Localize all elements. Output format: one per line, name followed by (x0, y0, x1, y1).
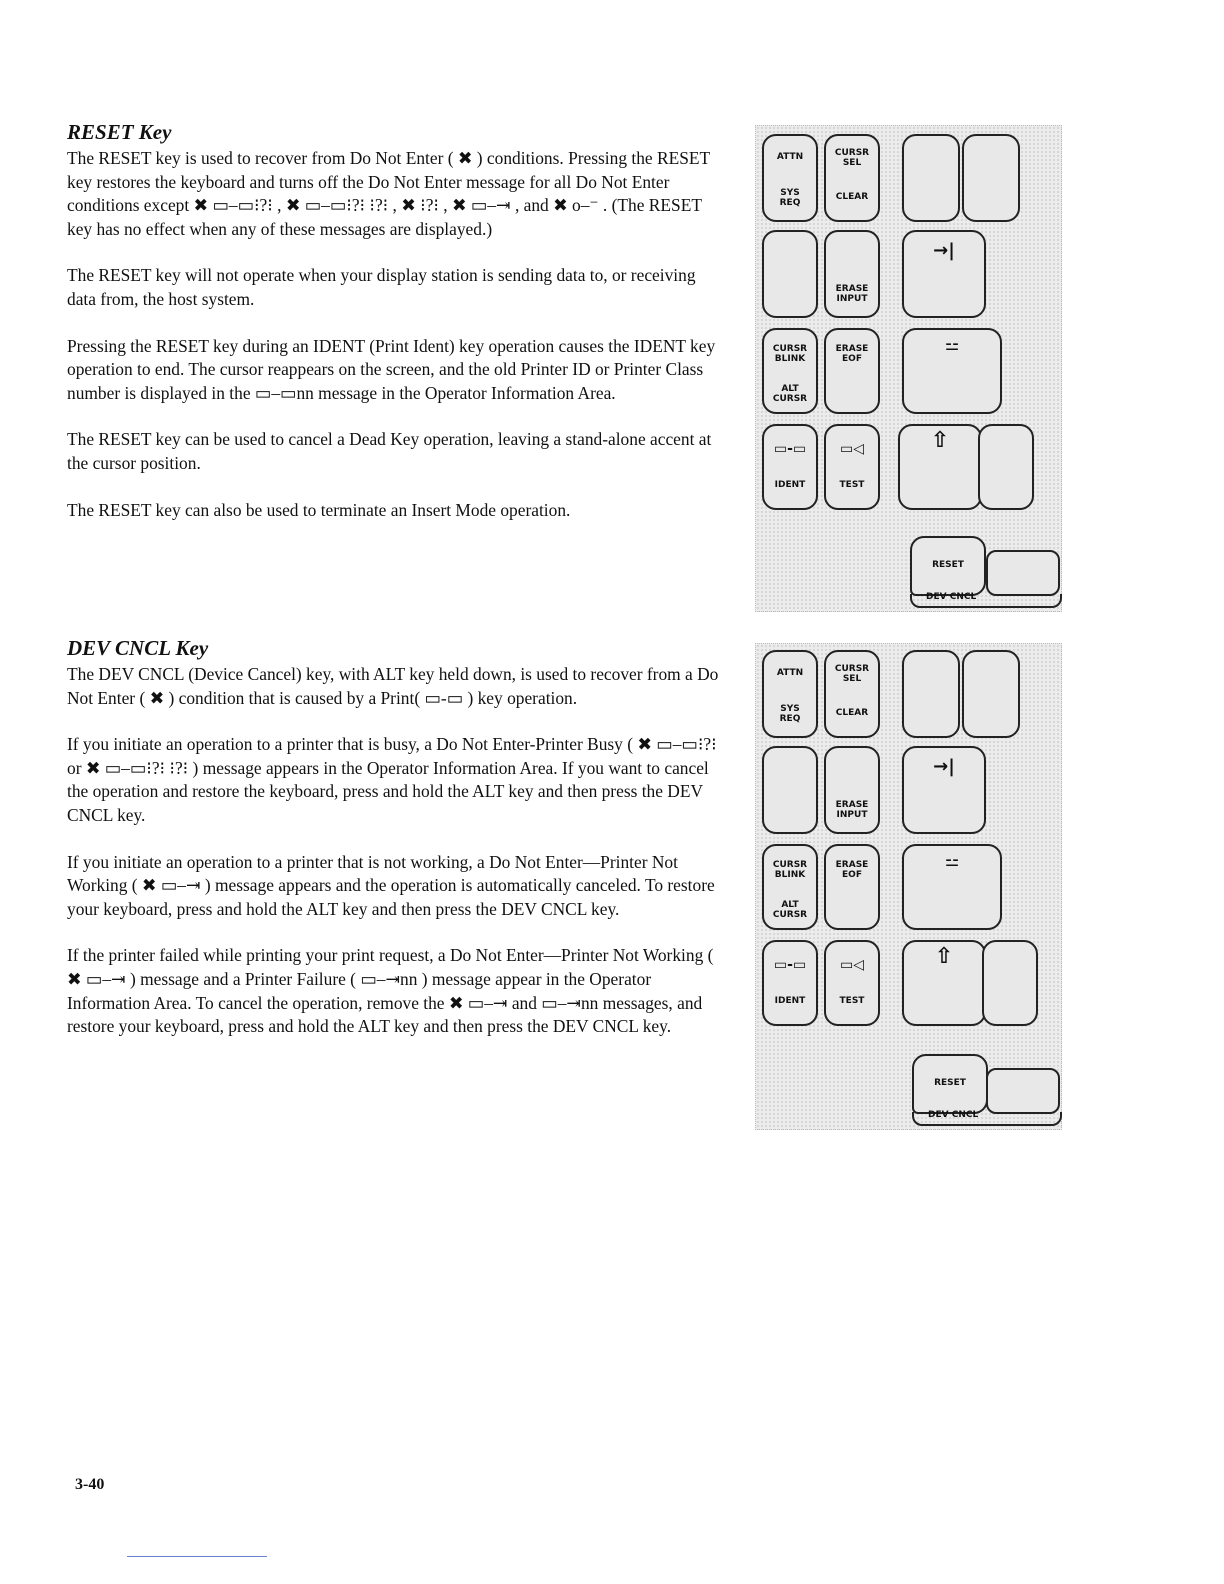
test-key (824, 940, 880, 1026)
print-ident-key (762, 940, 818, 1026)
reset-key (910, 536, 986, 596)
paragraph: The RESET key can be used to cancel a Dead Key operation, leaving a stand-alone accent at the cursor position. (67, 429, 712, 473)
footer-rule (127, 1556, 267, 1557)
shift-key (902, 940, 986, 1026)
test-icon: ▭◁ (840, 957, 864, 973)
paragraph: Pressing the RESET key during an IDENT (Print Ident) key operation causes the IDENT key operation to end. The cursor reappears on the screen, and the old Printer ID or Printer Class number is displayed in the ▭–▭nn message in the Operator Information Area. (67, 335, 716, 403)
reset-key (912, 1054, 988, 1114)
blank-key (902, 134, 960, 222)
section-heading: DEV CNCL Key (67, 636, 209, 660)
key-label: ERASE EOF (835, 860, 869, 880)
key-label: TEST (839, 996, 865, 1006)
keyboard-illustration (755, 643, 1062, 1130)
key-label: DEV CNCL (926, 592, 977, 602)
lock-icon: ⚍ (944, 335, 960, 354)
cursr-blink-alt-cursr-key (762, 844, 818, 930)
cursr-sel-clear-key (824, 134, 880, 222)
tab-key (902, 746, 986, 834)
key-label: ALT CURSR (772, 384, 808, 404)
paragraph: The DEV CNCL (Device Cancel) key, with ALT key held down, is used to recover from a Do Not Enter ( ✖ ) condition that is caused by a Print( ▭-▭ ) key operation. (67, 664, 719, 708)
blank-key (902, 650, 960, 738)
key-label: ATTN (776, 152, 804, 162)
blank-key (986, 1068, 1060, 1114)
erase-input-key (824, 230, 880, 318)
print-icon: ▭-▭ (773, 441, 807, 457)
key-label: CURSR SEL (834, 148, 870, 168)
shift-icon: ⇧ (934, 944, 954, 969)
lock-key (902, 328, 1002, 414)
key-label: CURSR BLINK (772, 860, 808, 880)
key-label: ALT CURSR (772, 900, 808, 920)
blank-key (982, 940, 1038, 1026)
cursr-sel-clear-key (824, 650, 880, 738)
shift-key (898, 424, 982, 510)
keyboard-illustration (755, 125, 1062, 612)
key-label: ERASE INPUT (835, 284, 869, 304)
key-label: DEV CNCL (928, 1110, 979, 1120)
paragraph: If you initiate an operation to a printer that is busy, a Do Not Enter-Printer Busy ( ✖ ▭–▭⁝?⁝ or ✖ ▭–▭⁝?⁝ ⁝?⁝ ) message appears in the Operator Information Area. If you want to cancel the operation and restore the keyboard, press and hold the ALT key and then press the DEV CNCL key. (67, 734, 717, 825)
key-label: IDENT (774, 996, 806, 1006)
key-label: TEST (839, 480, 865, 490)
blank-key (962, 134, 1020, 222)
blank-key (962, 650, 1020, 738)
key-label: ATTN (776, 668, 804, 678)
dev-cncl-key-section (67, 636, 727, 1062)
key-label: ERASE EOF (835, 344, 869, 364)
reset-key-section (67, 120, 727, 545)
section-heading: RESET Key (67, 120, 172, 144)
paragraph: If you initiate an operation to a printer that is not working, a Do Not Enter—Printer Not Working ( ✖ ▭–⇥ ) message appears and the operation is automatically canceled. To restore your keyboard, press and hold the ALT key and then press the DEV CNCL key. (67, 851, 715, 919)
print-ident-key (762, 424, 818, 510)
page-number: 3-40 (75, 1476, 105, 1493)
tab-key (902, 230, 986, 318)
key-label: CLEAR (835, 192, 869, 202)
attn-sysreq-key (762, 134, 818, 222)
key-label: CLEAR (835, 708, 869, 718)
key-label: RESET (934, 1078, 966, 1088)
key-label: SYS REQ (779, 704, 801, 724)
key-label: RESET (932, 560, 964, 570)
test-icon: ▭◁ (840, 441, 864, 457)
erase-input-key (824, 746, 880, 834)
key-label: CURSR BLINK (772, 344, 808, 364)
paragraph: If the printer failed while printing your print request, a Do Not Enter—Printer Not Working ( ✖ ▭–⇥ ) message and a Printer Failure ( ▭–⇥nn ) message appear in the Operator Information Area. To cancel the operation, remove the ✖ ▭–⇥ and ▭–⇥nn messages, and restore your keyboard, press and hold the ALT key and then press the DEV CNCL key. (67, 945, 714, 1037)
tab-icon: →| (933, 240, 955, 261)
blank-key (762, 230, 818, 318)
lock-key (902, 844, 1002, 930)
paragraph: The RESET key can also be used to terminate an Insert Mode operation. (67, 499, 571, 520)
key-label: ERASE INPUT (835, 800, 869, 820)
key-label: SYS REQ (779, 188, 801, 208)
key-label: CURSR SEL (834, 664, 870, 684)
blank-key (978, 424, 1034, 510)
blank-key (986, 550, 1060, 596)
erase-eof-key (824, 328, 880, 414)
cursr-blink-alt-cursr-key (762, 328, 818, 414)
erase-eof-key (824, 844, 880, 930)
paragraph: The RESET key will not operate when your display station is sending data to, or receiving data from, the host system. (67, 265, 696, 309)
blank-key (762, 746, 818, 834)
key-label: IDENT (774, 480, 806, 490)
attn-sysreq-key (762, 650, 818, 738)
test-key (824, 424, 880, 510)
print-icon: ▭-▭ (773, 957, 807, 973)
shift-icon: ⇧ (930, 428, 950, 453)
paragraph: The RESET key is used to recover from Do Not Enter ( ✖ ) conditions. Pressing the RESET key restores the keyboard and turns off the Do Not Enter message for all Do Not Enter conditions except ✖ ▭–▭⁝?⁝ , ✖ ▭–▭⁝?⁝ ⁝?⁝ , ✖ ⁝?⁝ , ✖ ▭–⇥ , and ✖ o–⁻ . (The RESET key has no effect when any of these messages are displayed.) (67, 148, 710, 239)
tab-icon: →| (933, 756, 955, 777)
lock-icon: ⚍ (944, 851, 960, 870)
